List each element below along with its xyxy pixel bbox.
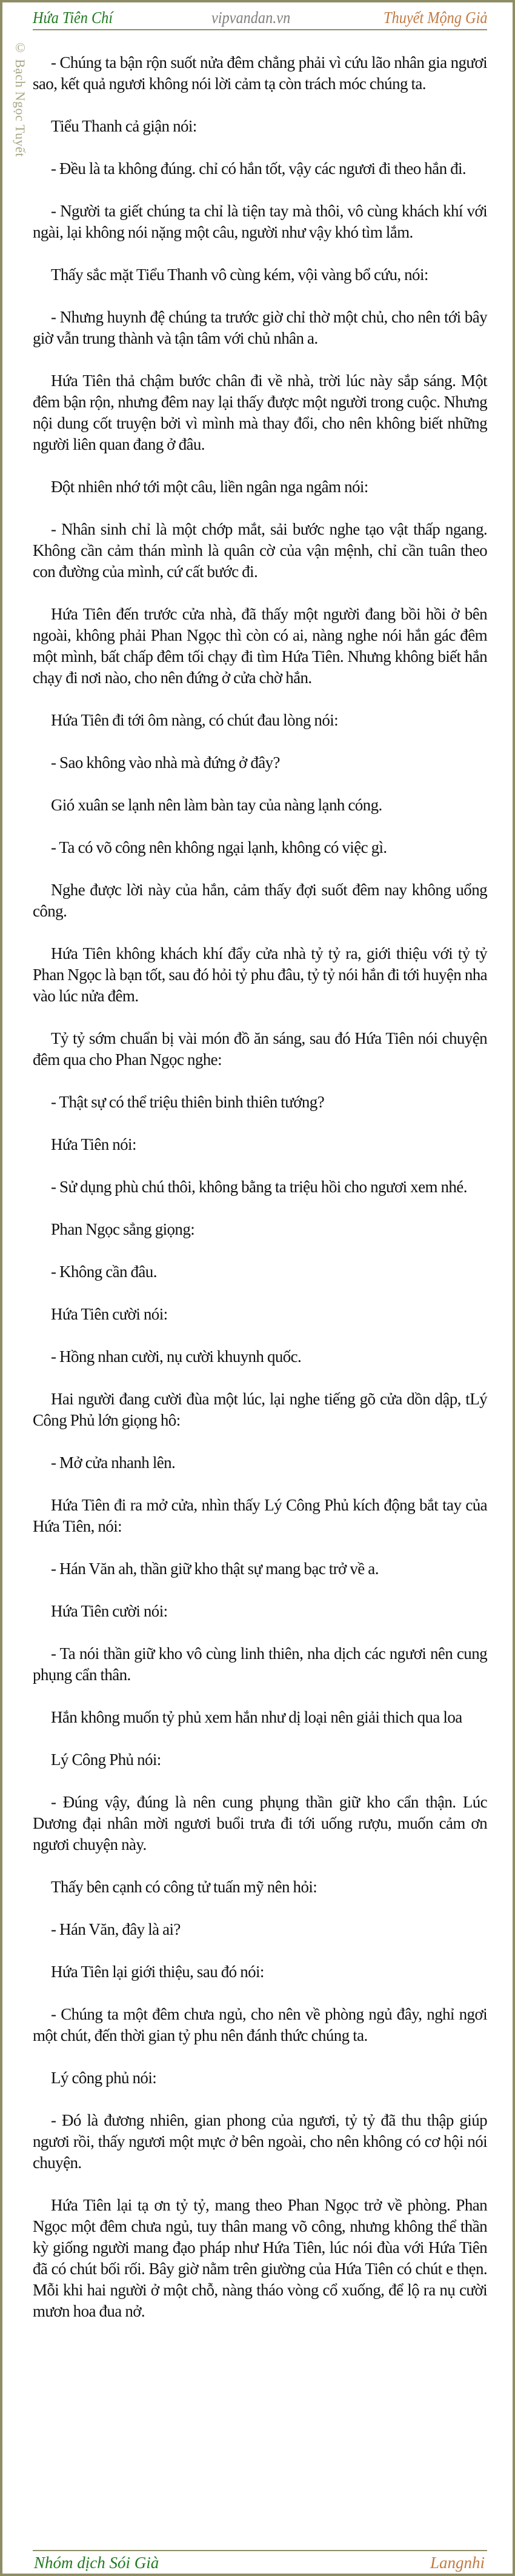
copyright-watermark: © Bạch Ngọc Tuyết bbox=[13, 40, 28, 157]
paragraph: Tiểu Thanh cả giận nói: bbox=[51, 117, 197, 135]
paragraph: Hứa Tiên cười nói: bbox=[51, 1602, 168, 1620]
paragraph: Hứa Tiên không khách khí đẩy cửa nhà tỷ tỷ ra, giới thiệu với tỷ tỷ Phan Ngọc là bạn tốt, sau đó hỏi tỷ phu đâu, tỷ tỷ nói hắn đi tới huyện nha vào lúc nửa đêm. bbox=[33, 944, 487, 1005]
paragraph: - Mở cửa nhanh lên. bbox=[51, 1453, 176, 1472]
editor-name: Langnhi bbox=[430, 2554, 485, 2572]
paragraph: - Hồng nhan cười, nụ cười khuynh quốc. bbox=[51, 1347, 302, 1366]
paragraph: Tỷ tỷ sớm chuẩn bị vài món đồ ăn sáng, sau đó Hứa Tiên nói chuyện đêm qua cho Phan Ngọc nghe: bbox=[33, 1029, 487, 1069]
paragraph: - Ta có võ công nên không ngại lạnh, không có việc gì. bbox=[51, 838, 387, 856]
paragraph: Lý Công Phủ nói: bbox=[51, 1750, 161, 1769]
paragraph: Nghe được lời này của hắn, cảm thấy đợi suốt đêm nay không uổng công. bbox=[33, 881, 487, 920]
author-name: Thuyết Mộng Giả bbox=[383, 8, 487, 27]
paragraph: Phan Ngọc sẳng giọng: bbox=[51, 1220, 195, 1238]
paragraph: - Thật sự có thể triệu thiên binh thiên tướng? bbox=[51, 1093, 325, 1111]
paragraph: Hứa Tiên lại tạ ơn tỷ tỷ, mang theo Phan Ngọc trở về phòng. Phan Ngọc một đêm chưa ngủ, tuy thân mang võ công, nhưng không thể thần kỳ giống người mang đạo pháp như Hứa Tiên, lúc nói đùa với Hứa Tiên đã có chút bối rối. Bây giờ nằm trên giường của Hứa Tiên có chút e thẹn. Mỗi khi hai người ở một chỗ, nàng tháo vòng cổ xuống, để lộ ra nụ cười mươn hoa đua nở. bbox=[33, 2196, 487, 2320]
paragraph: Hứa Tiên thả chậm bước chân đi về nhà, trời lúc này sắp sáng. Một đêm bận rộn, nhưng đêm nay lại thấy được một người trong cuộc. Nhưng nội dung cốt truyện bởi vì mình mà thay đổi, cho nên không biết những người liên quan đang ở đâu. bbox=[33, 372, 487, 453]
paragraph: Hứa Tiên nói: bbox=[51, 1135, 136, 1153]
paragraph: Đột nhiên nhớ tới một câu, liền ngân nga ngâm nói: bbox=[51, 478, 368, 496]
book-title: Hứa Tiên Chí bbox=[33, 8, 113, 27]
paragraph: Thấy sắc mặt Tiểu Thanh vô cùng kém, vội vàng bổ cứu, nói: bbox=[51, 265, 428, 284]
page-footer bbox=[33, 2550, 487, 2575]
translator-group: Nhóm dịch Sói Già bbox=[34, 2554, 159, 2572]
paragraph: - Nhưng huynh đệ chúng ta trước giờ chỉ thờ một chủ, cho nên tới bây giờ vẫn trung thành và tận tâm với chủ nhân a. bbox=[33, 308, 487, 347]
paragraph: Hứa Tiên đi tới ôm nàng, có chút đau lòng nói: bbox=[51, 711, 339, 729]
paragraph: - Sử dụng phù chú thôi, không bằng ta triệu hồi cho ngươi xem nhé. bbox=[51, 1178, 467, 1196]
paragraph: - Đó là đương nhiên, gian phong của ngươi, tỷ tỷ đã thu thập giúp ngươi rồi, thấy ngươi một mực ở bên ngoài, cho nên không có cơ hội nói chuyện. bbox=[33, 2111, 487, 2172]
paragraph: - Hán Văn, đây là ai? bbox=[51, 1920, 181, 1938]
paragraph: - Chúng ta một đêm chưa ngủ, cho nên về phòng ngủ đây, nghỉ ngơi một chút, đến thời gian tỷ phu nên đánh thức chúng ta. bbox=[33, 2005, 487, 2044]
paragraph: Gió xuân se lạnh nên làm bàn tay của nàng lạnh cóng. bbox=[51, 796, 382, 814]
paragraph: Hứa Tiên đến trước cửa nhà, đã thấy một người đang bồi hồi ở bên ngoài, không phải Phan Ngọc thì còn có ai, nàng nghe nói hắn gác đêm một mình, bất chấp đêm tối chạy đi tìm Hứa Tiên. Nhưng không biết hắn chạy đi nơi nào, cho nên đứng ở cửa chờ hắn. bbox=[33, 605, 487, 687]
paragraph: - Không cần đâu. bbox=[51, 1263, 157, 1281]
paragraph: - Đúng vậy, đúng là nên cung phụng thần giữ kho cẩn thận. Lúc Dương đại nhân mời ngươi buổi trưa đi tới uống rượu, muốn cảm ơn ngươi chuyện này. bbox=[33, 1793, 487, 1854]
paragraph: - Chúng ta bận rộn suốt nửa đêm chẳng phải vì cứu lão nhân gia ngươi sao, kết quả ngươi không nói lời cảm tạ còn trách móc chúng ta. bbox=[33, 53, 487, 93]
paragraph: - Sao không vào nhà mà đứng ở đây? bbox=[51, 753, 280, 772]
paragraph: Lý công phủ nói: bbox=[51, 2069, 157, 2087]
paragraph: Hắn không muốn tỷ phủ xem hắn như dị loại nên giải thich qua loa bbox=[51, 1708, 462, 1726]
paragraph: - Đều là ta không đúng. chỉ có hắn tốt, vậy các ngươi đi theo hắn đi. bbox=[51, 159, 467, 178]
paragraph: Hứa Tiên đi ra mở cửa, nhìn thấy Lý Công Phủ kích động bắt tay của Hứa Tiên, nói: bbox=[33, 1496, 487, 1535]
paragraph: - Hán Văn ah, thần giữ kho thật sự mang bạc trở về a. bbox=[51, 1560, 379, 1578]
paragraph: - Người ta giết chúng ta chỉ là tiện tay mà thôi, vô cùng khách khí với ngài, lại không nói nặng một câu, người như vậy khó tìm lắm. bbox=[33, 202, 487, 241]
paragraph: Hứa Tiên lại giới thiệu, sau đó nói: bbox=[51, 1963, 264, 1981]
page-header bbox=[33, 6, 487, 30]
site-name: vipvandan.vn bbox=[211, 8, 291, 27]
paragraph: - Nhân sinh chỉ là một chớp mắt, sải bước nghe tạo vật thấp ngang. Không cần cảm thán mình là quân cờ của vận mệnh, chỉ cần tuân theo con đường của mình, cứ cất bước đi. bbox=[33, 520, 487, 581]
paragraph: Hai người đang cười đùa một lúc, lại nghe tiếng gõ cửa dồn dập, tLý Công Phủ lớn giọng hô: bbox=[33, 1390, 487, 1429]
paragraph: Thấy bên cạnh có công tử tuấn mỹ nên hỏi: bbox=[51, 1878, 317, 1896]
paragraph: - Ta nói thần giữ kho vô cùng linh thiên, nha dịch các ngươi nên cung phụng cẩn thân. bbox=[33, 1644, 487, 1684]
chapter-body bbox=[33, 52, 487, 2343]
paragraph: Hứa Tiên cười nói: bbox=[51, 1305, 168, 1323]
